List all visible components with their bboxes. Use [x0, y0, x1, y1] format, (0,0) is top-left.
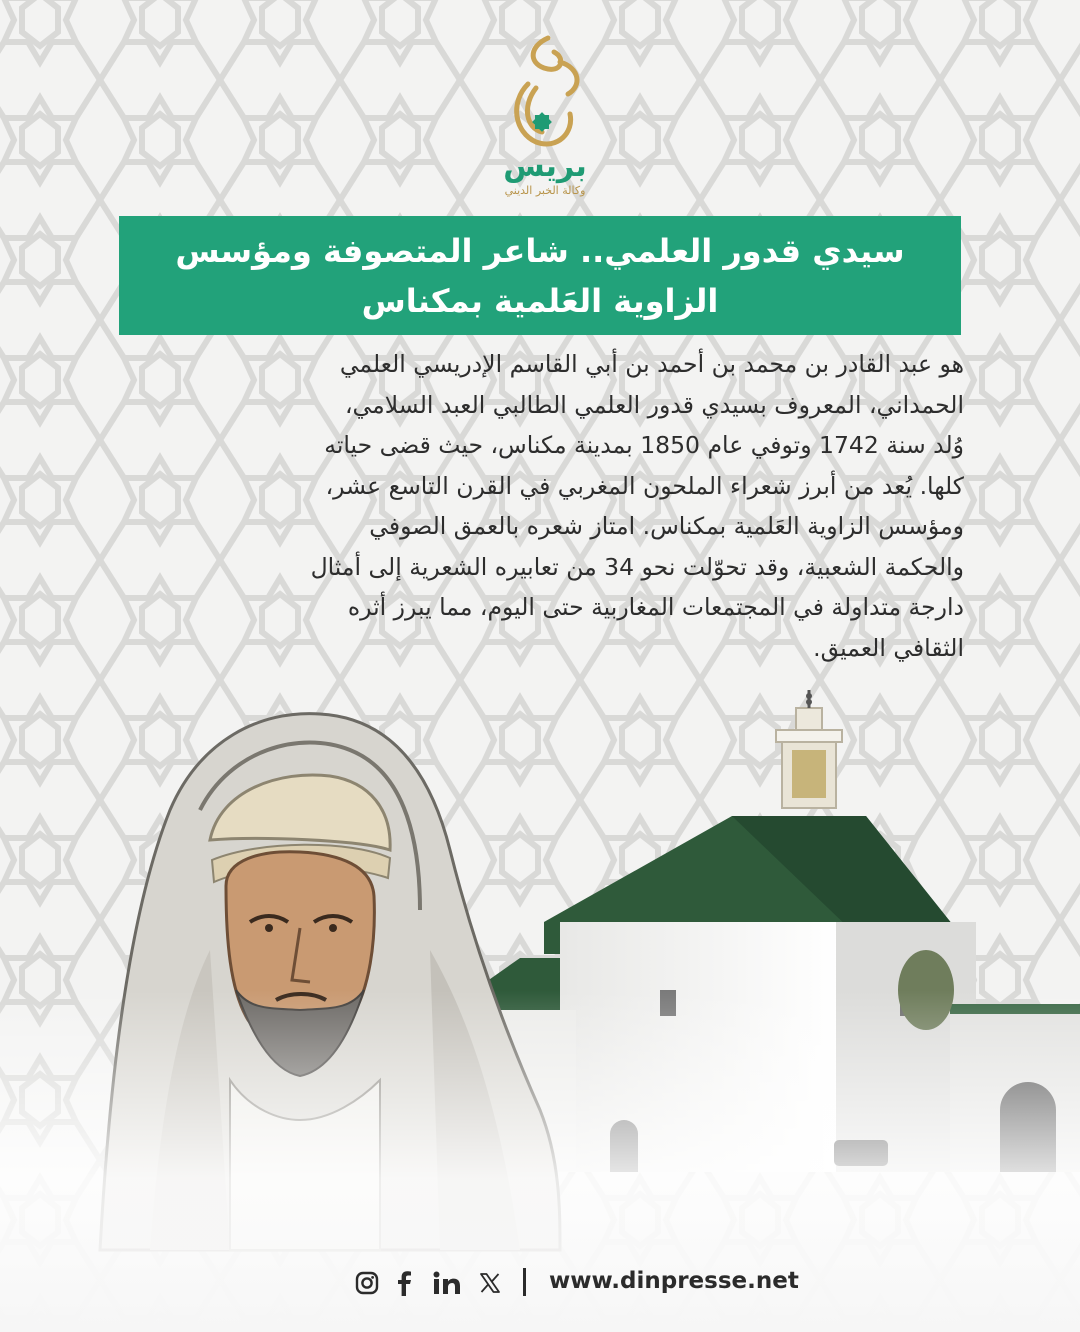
biography-paragraph: [120, 344, 964, 668]
paragraph-line: هو عبد القادر بن محمد بن أحمد بن أبي القاسم الإدريسي العلمي: [339, 350, 964, 378]
instagram-icon[interactable]: [350, 1266, 384, 1300]
title-banner: [119, 216, 961, 335]
website-link[interactable]: www.dinpresse.net: [549, 1268, 799, 1294]
title-line-1: سيدي قدور العلمي.. شاعر المتصوفة ومؤسس: [175, 232, 905, 270]
paragraph-line: ومؤسس الزاوية العَلمية بمكناس. امتاز شعره بالعمق الصوفي: [369, 512, 964, 540]
linkedin-icon[interactable]: [428, 1266, 468, 1300]
paragraph-line: دارجة متداولة في المجتمعات المغاربية حتى اليوم، مما يبرز أثره: [347, 593, 964, 621]
x-icon[interactable]: [473, 1266, 507, 1300]
footer-divider: [523, 1268, 526, 1296]
brand-tagline: وكالة الخبر الديني: [504, 184, 586, 197]
brand-logo-wordmark: بريس: [503, 149, 587, 184]
paragraph-line: الثقافي العميق.: [813, 633, 964, 662]
paragraph-line: وُلد سنة 1742 وتوفي عام 1850 بمدينة مكناس، حيث قضى حياته: [324, 431, 964, 459]
facebook-icon[interactable]: [387, 1266, 421, 1300]
paragraph-line: والحكمة الشعبية، وقد تحوّلت نحو 34 من تعابيره الشعرية إلى أمثال: [310, 552, 964, 581]
illustration-scene: [0, 690, 1080, 1332]
title-line-2: الزاوية العَلمية بمكناس: [361, 282, 719, 320]
fog-overlay: [0, 990, 1080, 1332]
paragraph-line: كلها. يُعد من أبرز شعراء الملحون المغربي في القرن التاسع عشر،: [325, 471, 964, 500]
paragraph-line: الحمداني، المعروف بسيدي قدور العلمي الطالبي العبد السلامي،: [344, 390, 964, 419]
